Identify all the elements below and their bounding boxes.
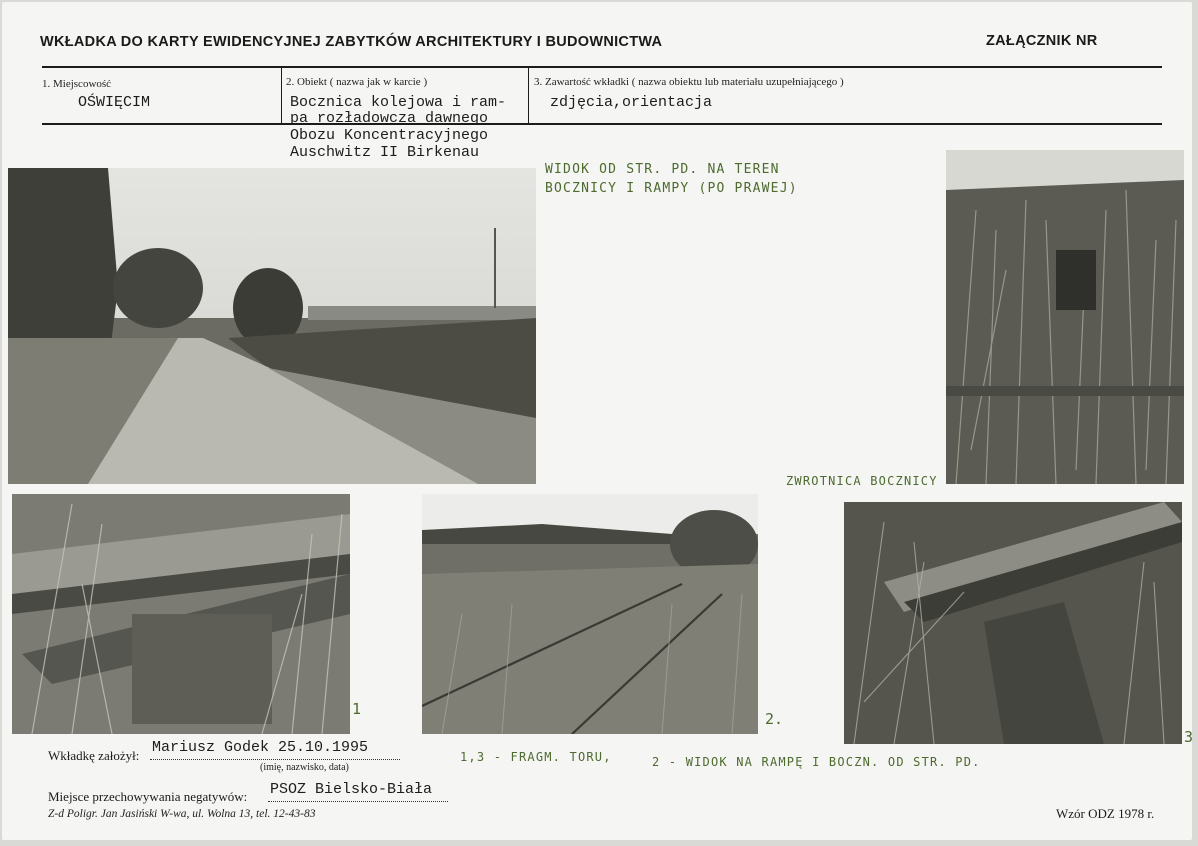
founded-dotted-line [150,759,400,760]
founded-value: Mariusz Godek 25.10.1995 [152,739,369,756]
ramp-view-photo [422,494,758,734]
object-line-3: Obozu Koncentracyjnego [290,127,489,144]
object-label: 2. Obiekt ( nazwa jak w karcie ) [286,76,428,88]
document-title: WKŁADKA DO KARTY EWIDENCYJNEJ ZABYTKÓW ARCHITEKTURY I BUDOWNICTWA [40,34,663,50]
locality-label: 1. Miejscowość [42,78,112,90]
founded-hint: (imię, nazwisko, data) [260,762,349,773]
record-sheet [2,2,1192,840]
object-line-1: Bocznica kolejowa i ram- [290,94,507,111]
column-divider-1 [281,68,282,124]
caption-ramp-view: 2 - WIDOK NA RAMPĘ I BOCZN. OD STR. PD. [652,755,981,769]
road-and-siding-photo [8,168,536,484]
switch-annotation: ZWROTNICA BOCZNICY [786,474,938,488]
track-fragment-photo-1 [12,494,350,734]
form-number: Wzór ODZ 1978 r. [1056,806,1155,821]
photo-number-3: 3 [1184,728,1194,746]
content-value: zdjęcia,orientacja [550,94,713,111]
table-bottom-rule [42,123,1162,125]
switch-photo [946,150,1184,484]
attachment-number-label: ZAŁĄCZNIK NR [986,33,1098,49]
storage-dotted-line [268,801,448,802]
object-line-2: pa rozładowcza dawnego [290,110,489,127]
storage-label: Miejsce przechowywania negatywów: [48,789,248,804]
table-top-rule [42,66,1162,68]
view-annotation-line-2: BOCZNICY I RAMPY (PO PRAWEJ) [545,181,798,196]
content-label: 3. Zawartość wkładki ( nazwa obiektu lub materiału uzupełniającego ) [534,76,844,88]
printer-imprint: Z-d Poligr. Jan Jasiński W-wa, ul. Wolna 13, tel. 12-43-83 [48,808,316,820]
founded-label: Wkładkę założył: [48,748,140,763]
view-annotation-line-1: WIDOK OD STR. PD. NA TEREN [545,162,780,177]
caption-track-fragments: 1,3 - FRAGM. TORU, [460,750,612,764]
track-fragment-photo-3 [844,502,1182,744]
photo-number-2: 2. [765,710,784,728]
photo-number-1: 1 [352,700,362,718]
locality-value: OŚWIĘCIM [78,94,151,111]
storage-value: PSOZ Bielsko-Biała [270,781,433,798]
column-divider-2 [528,68,529,124]
object-line-4: Auschwitz II Birkenau [290,144,480,161]
